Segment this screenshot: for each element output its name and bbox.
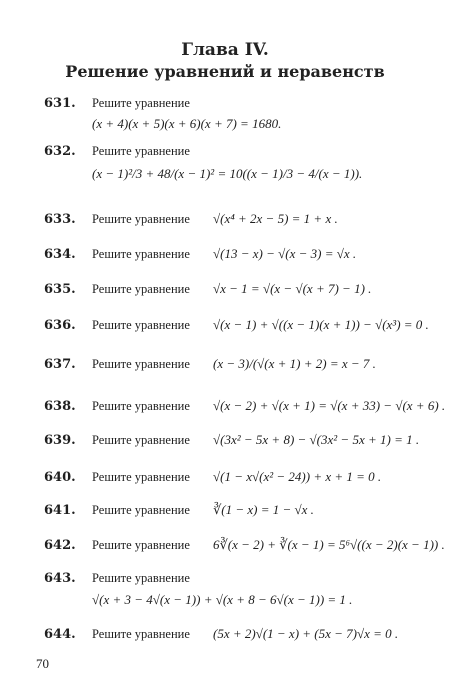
problem-number: 643.	[44, 571, 76, 586]
problem-text: Решите уравнение	[92, 144, 190, 158]
problem-text: Решите уравнение	[92, 470, 190, 484]
problem-formula: (x − 1)²/3 + 48/(x − 1)² = 10((x − 1)/3 − 4/(x − 1)).	[92, 166, 363, 181]
problem-text: Решите уравнение	[92, 96, 190, 110]
problem-number: 632.	[44, 144, 76, 159]
problem-formula: √(x⁴ + 2x − 5) = 1 + x .	[213, 211, 338, 226]
problem-formula: (x − 3)/(√(x + 1) + 2) = x − 7 .	[213, 356, 376, 371]
problem-formula: √x − 1 = √(x − √(x + 7) − 1) .	[213, 281, 372, 296]
problem-formula: √(1 − x√(x² − 24)) + x + 1 = 0 .	[213, 469, 382, 484]
problem-text: Решите уравнение	[92, 318, 190, 332]
page-number: 70	[36, 656, 49, 671]
problem-number: 639.	[44, 433, 76, 448]
problem-number: 634.	[44, 247, 76, 262]
problem-number: 640.	[44, 470, 76, 485]
problem-formula: √(x − 1) + √((x − 1)(x + 1)) − √(x³) = 0 .	[213, 317, 429, 332]
problem-formula: √(x − 2) + √(x + 1) = √(x + 33) − √(x + 6) .	[213, 398, 446, 413]
problem-text: Решите уравнение	[92, 627, 190, 641]
problem-number: 635.	[44, 282, 76, 297]
problem-text: Решите уравнение	[92, 247, 190, 261]
problem-formula: ∛(1 − x) = 1 − √x .	[213, 502, 314, 517]
problem-formula: (x + 4)(x + 5)(x + 6)(x + 7) = 1680.	[92, 116, 282, 131]
problem-number: 638.	[44, 399, 76, 414]
problem-number: 641.	[44, 503, 76, 518]
problem-text: Решите уравнение	[92, 212, 190, 226]
problem-number: 637.	[44, 357, 76, 372]
problem-text: Решите уравнение	[92, 357, 190, 371]
problem-text: Решите уравнение	[92, 571, 190, 585]
problem-text: Решите уравнение	[92, 503, 190, 517]
problem-formula: 6∛(x − 2) + ∛(x − 1) = 5⁶√((x − 2)(x − 1)) .	[213, 537, 445, 552]
problem-text: Решите уравнение	[92, 282, 190, 296]
problem-formula: √(3x² − 5x + 8) − √(3x² − 5x + 1) = 1 .	[213, 432, 420, 447]
problem-number: 642.	[44, 538, 76, 553]
problem-text: Решите уравнение	[92, 538, 190, 552]
problem-formula: (5x + 2)√(1 − x) + (5x − 7)√x = 0 .	[213, 626, 399, 641]
problem-number: 644.	[44, 627, 76, 642]
problem-text: Решите уравнение	[92, 399, 190, 413]
problem-number: 631.	[44, 96, 76, 111]
problem-text: Решите уравнение	[92, 433, 190, 447]
chapter-subtitle: Решение уравнений и неравенств	[65, 62, 385, 81]
problem-number: 633.	[44, 212, 76, 227]
problem-formula: √(13 − x) − √(x − 3) = √x .	[213, 246, 357, 261]
problem-formula: √(x + 3 − 4√(x − 1)) + √(x + 8 − 6√(x − 1)) = 1 .	[92, 592, 353, 607]
problem-number: 636.	[44, 318, 76, 333]
chapter-title: Глава IV.	[181, 40, 269, 60]
